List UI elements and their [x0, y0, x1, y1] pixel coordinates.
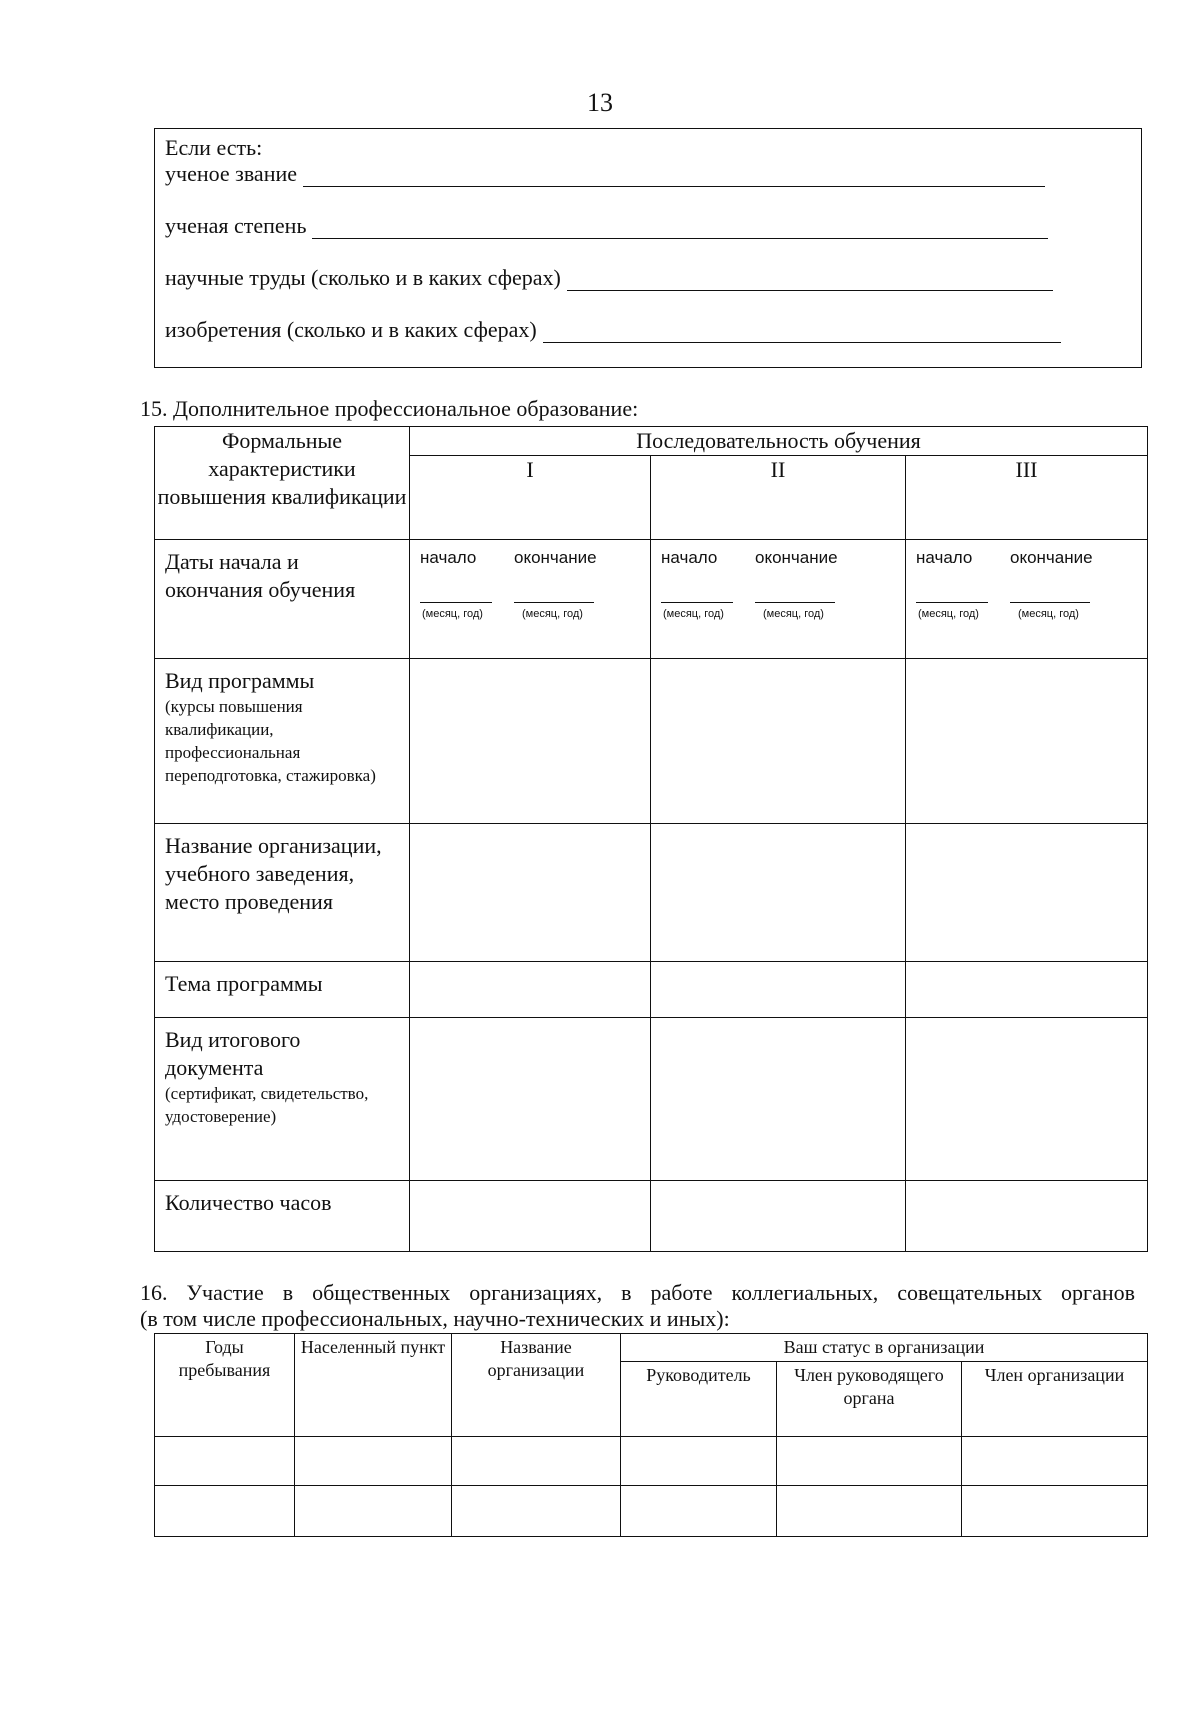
program-topic-cell-2[interactable] [651, 962, 906, 1018]
public-organizations-table [154, 1333, 1148, 1537]
section-15-title: 15. Дополнительное профессиональное образование: [140, 396, 639, 421]
header-organization-name: Название организации [452, 1334, 621, 1437]
organization-name-cell-3[interactable] [906, 824, 1148, 962]
table-row [155, 1437, 1148, 1486]
scientific-works-field[interactable] [165, 265, 1053, 291]
dates-row-label: Даты начала и окончания обучения [155, 540, 410, 659]
final-document-title: Вид итогового документа [165, 1027, 301, 1080]
end-date-hint: (месяц, год) [522, 608, 583, 620]
organization-name-label: Название организации, учебного заведения, место проведения [155, 824, 410, 962]
column-header-3: III [906, 456, 1148, 540]
program-type-cell-1[interactable] [410, 659, 651, 824]
organization-name-cell-2[interactable] [651, 824, 906, 962]
page-number: 13 [587, 88, 613, 117]
hours-count-label: Количество часов [155, 1181, 410, 1252]
program-type-cell-3[interactable] [906, 659, 1148, 824]
start-label: начало [916, 548, 973, 567]
additional-education-table [154, 426, 1148, 1252]
end-date-blank[interactable] [755, 602, 835, 603]
start-date-blank[interactable] [420, 602, 492, 603]
end-date-hint: (месяц, год) [1018, 608, 1079, 620]
table-cell[interactable] [962, 1437, 1148, 1486]
table-cell[interactable] [962, 1486, 1148, 1537]
header-status: Ваш статус в организации [621, 1334, 1148, 1362]
table-cell[interactable] [452, 1437, 621, 1486]
header-board-member: Член руководящего органа [777, 1362, 962, 1437]
hours-count-cell-3[interactable] [906, 1181, 1148, 1252]
column-header-2: II [651, 456, 906, 540]
table-cell[interactable] [777, 1486, 962, 1537]
end-date-blank[interactable] [514, 602, 594, 603]
start-date-blank[interactable] [916, 602, 988, 603]
program-topic-label: Тема программы [155, 962, 410, 1018]
final-document-cell-2[interactable] [651, 1018, 906, 1181]
end-date-blank[interactable] [1010, 602, 1090, 603]
final-document-cell-3[interactable] [906, 1018, 1148, 1181]
program-topic-cell-3[interactable] [906, 962, 1148, 1018]
academic-title-label: ученое звание [165, 161, 297, 186]
table-cell[interactable] [155, 1486, 295, 1537]
header-locality: Населенный пункт [295, 1334, 452, 1437]
table-cell[interactable] [155, 1437, 295, 1486]
academic-degree-field[interactable] [165, 213, 1048, 239]
academic-info-intro: Если есть: [165, 135, 263, 160]
final-document-note: (сертификат, свидетельство, удостоверение) [165, 1084, 369, 1126]
start-date-blank[interactable] [661, 602, 733, 603]
dates-cell-3[interactable] [906, 540, 1148, 659]
program-type-label [155, 659, 410, 824]
header-years: Годы пребывания [155, 1334, 295, 1437]
hours-count-cell-1[interactable] [410, 1181, 651, 1252]
header-member: Член организации [962, 1362, 1148, 1437]
inventions-label: изобретения (сколько и в каких сферах) [165, 317, 537, 342]
dates-cell-1[interactable] [410, 540, 651, 659]
program-type-cell-2[interactable] [651, 659, 906, 824]
academic-title-field[interactable] [165, 161, 1045, 187]
final-document-label [155, 1018, 410, 1181]
section-16-title-line-1: 16. Участие в общественных организациях, в работе коллегиальных, совещательных органов [140, 1280, 1135, 1305]
scientific-works-blank[interactable] [567, 271, 1053, 291]
academic-title-blank[interactable] [303, 167, 1045, 187]
end-label: окончание [514, 548, 597, 567]
hours-count-cell-2[interactable] [651, 1181, 906, 1252]
table-row [155, 1486, 1148, 1537]
program-topic-cell-1[interactable] [410, 962, 651, 1018]
table-cell[interactable] [621, 1486, 777, 1537]
end-label: окончание [1010, 548, 1093, 567]
scientific-works-label: научные труды (сколько и в каких сферах) [165, 265, 561, 290]
table-cell[interactable] [452, 1486, 621, 1537]
start-label: начало [661, 548, 718, 567]
program-type-title: Вид программы [165, 668, 315, 693]
academic-info-box [154, 128, 1142, 368]
inventions-field[interactable] [165, 317, 1061, 343]
header-formal-characteristics: Формальные характеристики повышения квалификации [155, 427, 410, 540]
table-cell[interactable] [621, 1437, 777, 1486]
start-date-hint: (месяц, год) [663, 608, 724, 620]
table-cell[interactable] [295, 1486, 452, 1537]
program-type-note: (курсы повышения квалификации, профессиональная переподготовка, стажировка) [165, 697, 376, 785]
academic-degree-blank[interactable] [312, 219, 1048, 239]
dates-cell-2[interactable] [651, 540, 906, 659]
section-16-title-line-2: (в том числе профессиональных, научно-технических и иных): [140, 1306, 730, 1331]
organization-name-cell-1[interactable] [410, 824, 651, 962]
header-head: Руководитель [621, 1362, 777, 1437]
header-study-sequence: Последовательность обучения [410, 427, 1148, 456]
start-label: начало [420, 548, 477, 567]
end-date-hint: (месяц, год) [763, 608, 824, 620]
table-cell[interactable] [777, 1437, 962, 1486]
end-label: окончание [755, 548, 838, 567]
table-cell[interactable] [295, 1437, 452, 1486]
start-date-hint: (месяц, год) [918, 608, 979, 620]
inventions-blank[interactable] [543, 323, 1061, 343]
start-date-hint: (месяц, год) [422, 608, 483, 620]
academic-degree-label: ученая степень [165, 213, 307, 238]
final-document-cell-1[interactable] [410, 1018, 651, 1181]
column-header-1: I [410, 456, 651, 540]
